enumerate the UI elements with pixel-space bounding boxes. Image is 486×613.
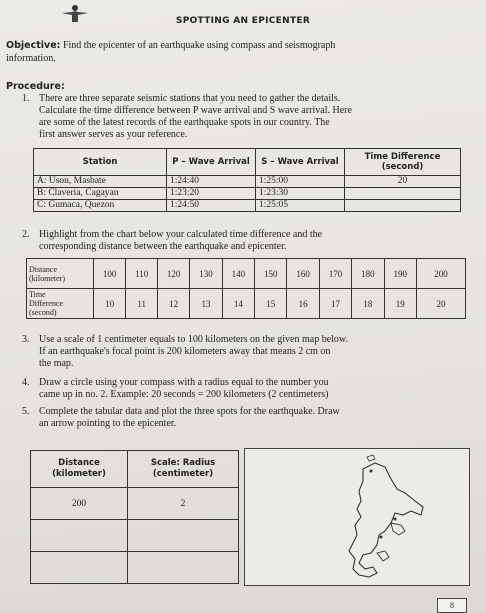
time-difference	[345, 200, 461, 212]
table-row	[34, 176, 461, 188]
time-cell[interactable]: 16	[287, 289, 319, 319]
time-cell[interactable]: 10	[94, 289, 126, 319]
distance-cell[interactable]: 170	[319, 259, 351, 289]
step-line: corresponding distance between the earthquake and epicenter.	[39, 241, 287, 252]
time-cell[interactable]: 18	[352, 289, 384, 319]
radius-value[interactable]: 2	[128, 488, 239, 520]
step-line: Complete the tabular data and plot the three spots for the earthquake. Draw	[39, 406, 340, 417]
stations-table	[33, 148, 461, 212]
scale-table	[30, 450, 239, 584]
page-title: SPOTTING AN EPICENTER	[175, 16, 311, 26]
objective-text	[6, 39, 466, 65]
label-line: Difference	[29, 299, 64, 308]
time-difference	[345, 188, 461, 200]
page-number: 8	[437, 598, 467, 613]
step-number: 5.	[22, 406, 30, 417]
table-row	[34, 200, 461, 212]
table-header: S – Wave Arrival	[256, 149, 345, 176]
distance-row-label	[27, 259, 94, 289]
distance-value[interactable]	[31, 552, 128, 584]
table-header	[31, 451, 128, 488]
distance-cell[interactable]: 150	[255, 259, 287, 289]
label-line: (second)	[29, 308, 57, 317]
luzon-map-icon	[245, 449, 469, 585]
step-number: 2.	[22, 229, 30, 240]
time-cell[interactable]: 20	[417, 289, 466, 319]
station-name: A: Uson, Masbate	[34, 176, 167, 188]
distance-cell[interactable]: 120	[158, 259, 190, 289]
label-line: Time	[29, 290, 46, 299]
procedure-heading: Procedure:	[6, 81, 65, 92]
distance-cell[interactable]: 160	[287, 259, 319, 289]
step-line: There are three separate seismic stations that you need to gather the details.	[39, 93, 341, 104]
step-line: Use a scale of 1 centimeter equals to 100 kilometers on the given map below.	[39, 334, 348, 345]
distance-cell[interactable]: 130	[190, 259, 222, 289]
table-row	[31, 552, 239, 584]
table-row	[31, 488, 239, 520]
header-line: Distance	[58, 458, 100, 468]
header-line: (kilometer)	[52, 469, 106, 479]
distance-cell[interactable]: 190	[384, 259, 416, 289]
step-number: 3.	[22, 334, 30, 345]
p-wave-arrival: 1:23:20	[167, 188, 256, 200]
time-cell[interactable]: 19	[384, 289, 416, 319]
time-difference: 20	[345, 176, 461, 188]
time-cell[interactable]: 12	[158, 289, 190, 319]
label-line: Distance	[29, 264, 57, 274]
radius-value[interactable]	[128, 520, 239, 552]
s-wave-arrival: 1:25:05	[256, 200, 345, 212]
step-line: If an earthquake's focal point is 200 kilometers away that means 2 cm on	[39, 346, 331, 357]
objective-label: Objective:	[6, 40, 61, 51]
table-row	[27, 289, 466, 319]
time-row-label	[27, 289, 94, 319]
station-name: C: Gumaca, Quezon	[34, 200, 167, 212]
step-line: the map.	[39, 358, 74, 369]
distance-value[interactable]: 200	[31, 488, 128, 520]
station-name: B: Claveria, Cagayan	[34, 188, 167, 200]
table-header: Time Difference (second)	[345, 149, 461, 176]
distance-cell[interactable]: 100	[94, 259, 126, 289]
objective-line-1: Find the epicenter of an earthquake using compass and seismograph	[62, 40, 336, 51]
s-wave-arrival: 1:23:30	[256, 188, 345, 200]
objective-line-2: information.	[6, 53, 56, 64]
s-wave-arrival: 1:25:00	[256, 176, 345, 188]
step-line: first answer serves as your reference.	[39, 129, 188, 140]
step-line: Highlight from the chart below your calculated time difference and the	[39, 229, 323, 240]
label-line: (kilometer)	[29, 273, 65, 283]
time-cell[interactable]: 11	[126, 289, 158, 319]
philippines-map-box[interactable]	[244, 448, 470, 586]
distance-cell[interactable]: 110	[126, 259, 158, 289]
step-line: came up in no. 2. Example: 20 seconds = 200 kilometers (2 centimeters)	[39, 389, 329, 400]
time-cell[interactable]: 14	[222, 289, 254, 319]
table-header: P – Wave Arrival	[167, 149, 256, 176]
distance-cell[interactable]: 200	[417, 259, 466, 289]
step-number: 1.	[22, 93, 30, 104]
p-wave-arrival: 1:24:50	[167, 200, 256, 212]
table-row	[27, 259, 466, 289]
table-header	[128, 451, 239, 488]
step-line: are some of the latest records of the earthquake spots in our country. The	[39, 117, 330, 128]
time-cell[interactable]: 17	[319, 289, 351, 319]
time-cell[interactable]: 13	[190, 289, 222, 319]
step-line: Calculate the time difference between P wave arrival and S wave arrival. Here	[39, 105, 352, 116]
header-line: Scale: Radius	[150, 458, 216, 468]
header-line: (centimeter)	[152, 469, 214, 479]
table-row	[31, 520, 239, 552]
step-number: 4.	[22, 377, 30, 388]
table-row	[34, 188, 461, 200]
distance-cell[interactable]: 140	[222, 259, 254, 289]
distance-value[interactable]	[31, 520, 128, 552]
time-cell[interactable]: 15	[255, 289, 287, 319]
distance-cell[interactable]: 180	[352, 259, 384, 289]
step-line: Draw a circle using your compass with a radius equal to the number you	[39, 377, 329, 388]
distance-time-chart	[26, 258, 466, 319]
p-wave-arrival: 1:24:40	[167, 176, 256, 188]
step-line: an arrow pointing to the epicenter.	[39, 418, 177, 429]
table-header: Station	[34, 149, 167, 176]
radius-value[interactable]	[128, 552, 239, 584]
